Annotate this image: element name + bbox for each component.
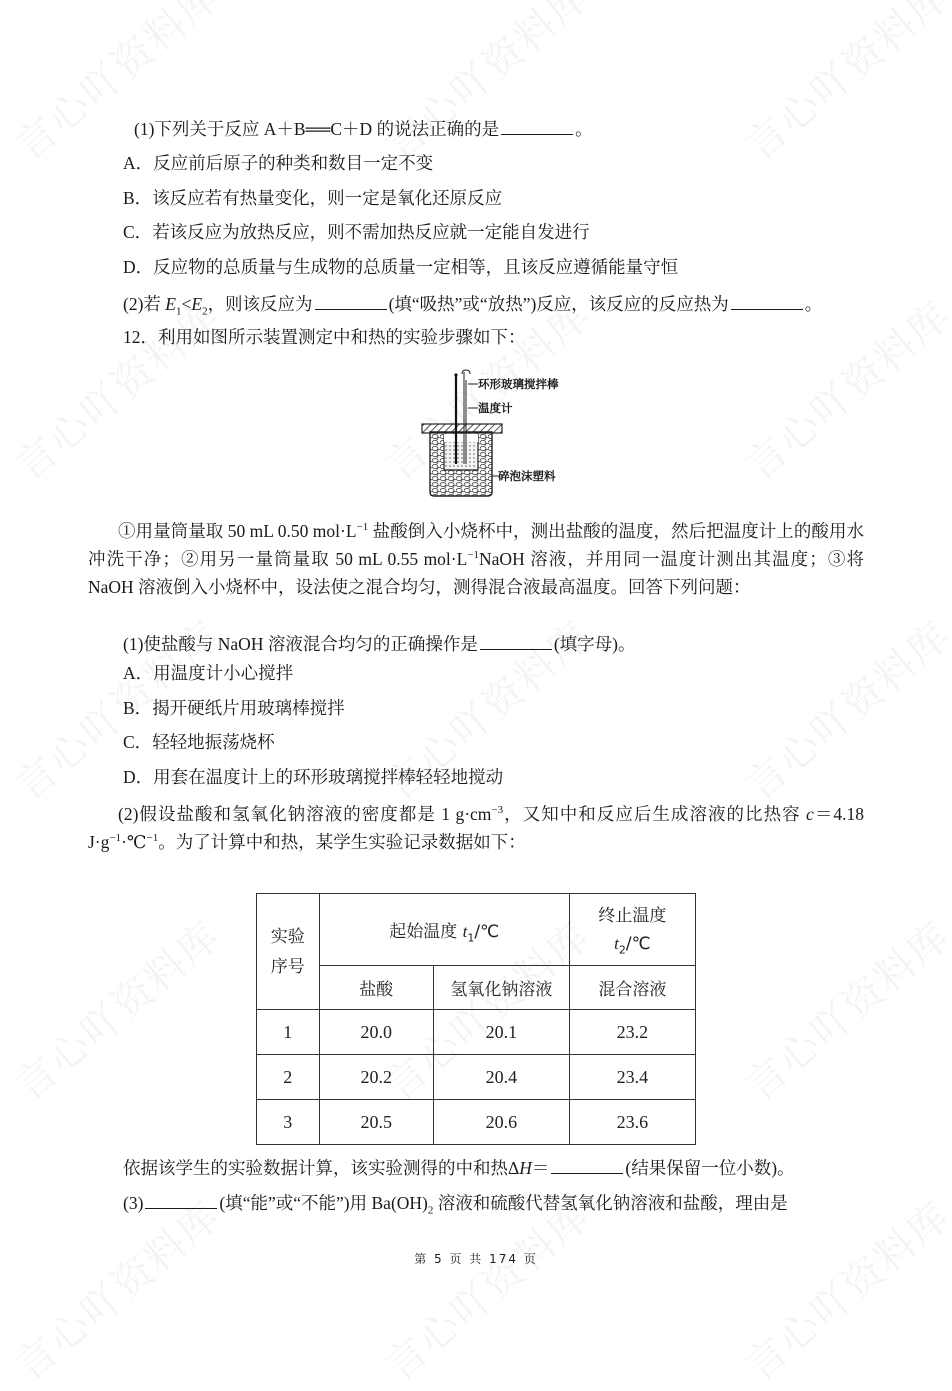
answer-blank[interactable] — [501, 116, 573, 135]
answer-blank[interactable] — [551, 1155, 623, 1174]
q11-part2: (2)若 $E_1<E_2$，则该反应为 (填“吸热”或“放热”)反应，该反应的反应热为 。 — [123, 291, 822, 316]
page-footer: 第 5 页 共 174 页 — [414, 1252, 538, 1266]
subheader-hcl: 盐酸 — [319, 966, 433, 1010]
q12-option-b: B．揭开硬纸片用玻璃棒搅拌 — [123, 698, 345, 718]
subheader-naoh: 氢氧化钠溶液 — [433, 966, 569, 1010]
q12-option-c: C．轻轻地振荡烧杯 — [123, 732, 275, 752]
header-serial: 实验 序号 — [257, 894, 320, 1010]
temperature-data-table — [256, 893, 696, 1145]
calorimeter-figure — [416, 368, 576, 500]
answer-blank[interactable] — [731, 291, 803, 310]
header-end-temp: 终止温度 $t_2/℃$ — [569, 894, 695, 966]
header-start-temp: 起始温度 $t_1/℃$ — [319, 894, 569, 966]
table-row: 1 20.0 20.1 23.2 — [257, 1010, 696, 1055]
q12-part2-paragraph: (2)假设盐酸和氢氧化钠溶液的密度都是 1 $g\cdot cm^{-3}$，又知中和反应后生成溶液的比热容 c＝4.18 $J\cdot g^{-1}\cdot℃^{-1}$。为了计算中和热，某学生实验记录数据如下： — [88, 804, 865, 852]
answer-blank[interactable] — [480, 631, 552, 650]
q12-part3: (3) (填“能”或“不能”)用 $Ba(OH)_2$ 溶液和硫酸代替氢氧化钠溶液和盐酸，理由是 — [123, 1190, 788, 1215]
q11-option-d: D．反应物的总质量与生成物的总质量一定相等，且该反应遵循能量守恒 — [123, 257, 679, 277]
q11-part1-stem: (1)下列关于反应 A＋B══C＋D 的说法正确的是 。 — [134, 116, 593, 141]
table-row: 3 20.5 20.6 23.6 — [257, 1100, 696, 1145]
q12-option-d: D．用套在温度计上的环形玻璃搅拌棒轻轻地搅动 — [123, 767, 504, 787]
q12-calc-line: 依据该学生的实验数据计算，该实验测得的中和热ΔH＝ (结果保留一位小数)。 — [123, 1155, 795, 1180]
q12-steps-paragraph: ①用量筒量取 50 mL 0.50 $mol\cdot L^{-1}$ 盐酸倒入小烧杯中，测出盐酸的温度，然后把温度计上的酸用水冲洗干净；②用另一量筒量取 50 mL 0.55 $mol\cdot L^{-1}NaOH$ 溶液，并用同一温度计测出其温度；③将 NaOH 溶液倒入小烧杯中，设法使之混合均匀，测得混合液最高温度。回答下列问题： — [88, 521, 864, 597]
label-foam: 碎泡沫塑料 — [498, 469, 556, 483]
q11-option-c: C．若该反应为放热反应，则不需加热反应就一定能自发进行 — [123, 222, 590, 242]
subheader-mix: 混合溶液 — [569, 966, 695, 1010]
q12-title: 12．利用如图所示装置测定中和热的实验步骤如下： — [123, 327, 526, 347]
label-stirrer: 环形玻璃搅拌棒 — [478, 377, 559, 391]
answer-blank[interactable] — [315, 291, 387, 310]
answer-blank[interactable] — [145, 1190, 217, 1209]
table-row: 2 20.2 20.4 23.4 — [257, 1055, 696, 1100]
q11-option-b: B．该反应若有热量变化，则一定是氧化还原反应 — [123, 188, 503, 208]
q12-option-a: A．用温度计小心搅拌 — [123, 663, 294, 683]
q11-option-a: A．反应前后原子的种类和数目一定不变 — [123, 153, 434, 173]
q12-part1-stem: (1)使盐酸与 NaOH 溶液混合均匀的正确操作是 (填字母)。 — [123, 631, 636, 656]
label-thermometer: 温度计 — [478, 401, 513, 415]
